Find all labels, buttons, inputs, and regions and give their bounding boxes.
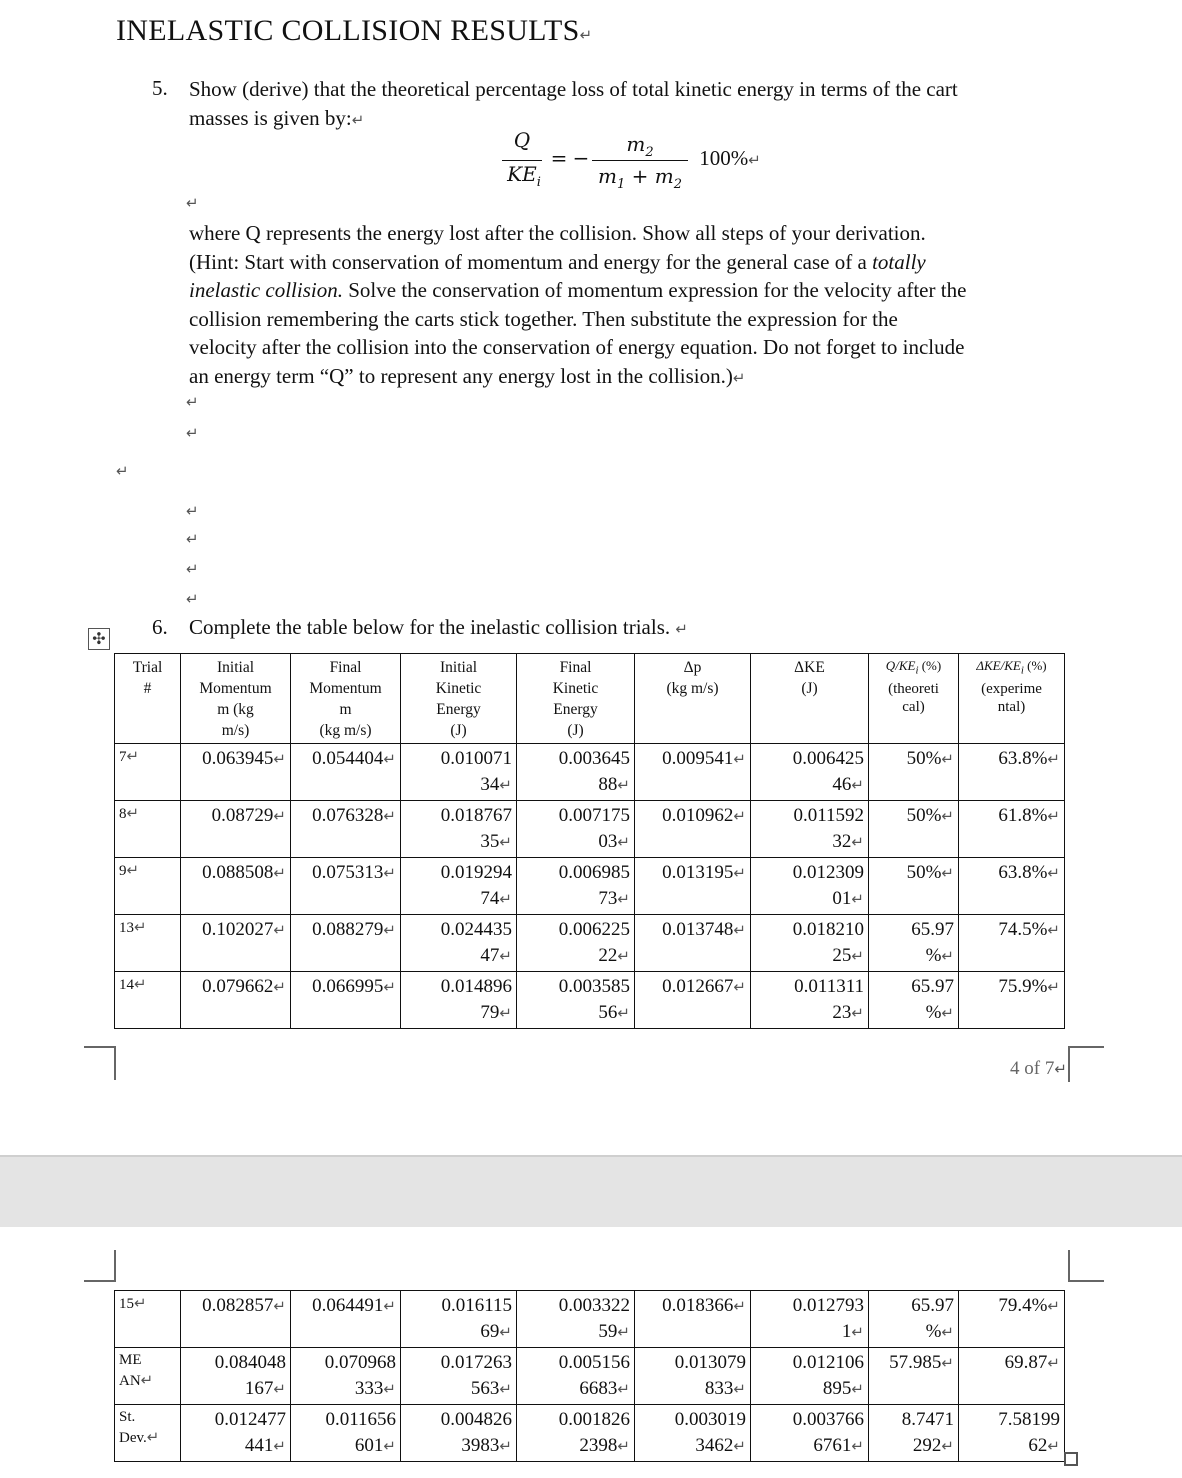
value-cell[interactable]: 0.075313↵	[291, 858, 401, 915]
hint-line-2: (Hint: Start with conservation of momentum and energy for the general case of a totally	[189, 249, 926, 274]
formula-equals: =	[550, 146, 568, 170]
hint-line-6: an energy term “Q” to represent any energy lost in the collision.)↵	[189, 363, 746, 388]
value-cell[interactable]: 65.97 %↵	[869, 915, 959, 972]
header-initial-ke: Initial Kinetic Energy (J)	[401, 654, 517, 744]
table-row	[115, 915, 1065, 972]
inelastic-results-table-continued	[114, 1290, 1065, 1462]
value-cell[interactable]: 0.011311 23↵	[751, 972, 869, 1029]
question-5-line-1: Show (derive) that the theoretical percentage loss of total kinetic energy in terms of the cart	[189, 77, 958, 101]
value-cell[interactable]: 0.003322 59↵	[517, 1291, 635, 1348]
hint-line-1: where Q represents the energy lost after the collision. Show all steps of your derivation.	[189, 221, 926, 245]
value-cell[interactable]: 0.018767 35↵	[401, 801, 517, 858]
energy-loss-formula	[500, 128, 800, 198]
value-cell[interactable]: 0.012309 01↵	[751, 858, 869, 915]
value-cell[interactable]: 0.084048 167↵	[181, 1348, 291, 1405]
value-cell[interactable]: 79.4%↵	[959, 1291, 1065, 1348]
paragraph-mark: ↵	[186, 502, 199, 520]
header-delta-ke: ΔKE (J)	[751, 654, 869, 744]
formula-100-percent: 100%↵	[699, 146, 761, 170]
value-cell[interactable]: 0.018210 25↵	[751, 915, 869, 972]
table-row	[115, 1348, 1065, 1405]
table-resize-handle[interactable]	[1064, 1452, 1078, 1466]
page-corner-mark	[84, 1046, 116, 1080]
value-cell[interactable]: 50%↵	[869, 858, 959, 915]
value-cell[interactable]: 0.018366↵	[635, 1291, 751, 1348]
table-row	[115, 972, 1065, 1029]
trial-cell[interactable]: 7↵	[115, 744, 181, 801]
formula-fraction-line-2	[592, 160, 688, 161]
paragraph-mark: ↵	[116, 462, 129, 480]
value-cell[interactable]: 0.010071 34↵	[401, 744, 517, 801]
value-cell[interactable]: 0.006425 46↵	[751, 744, 869, 801]
value-cell[interactable]: 0.007175 03↵	[517, 801, 635, 858]
table-row	[115, 1291, 1065, 1348]
value-cell[interactable]: 75.9%↵	[959, 972, 1065, 1029]
header-initial-momentum: Initial Momentum m (kg m/s)	[181, 654, 291, 744]
value-cell[interactable]: 0.006985 73↵	[517, 858, 635, 915]
hint-line-5: velocity after the collision into the conservation of energy equation. Do not forget to include	[189, 335, 965, 359]
trial-cell[interactable]: 14↵	[115, 972, 181, 1029]
formula-ke-i: $KE_i$	[507, 162, 541, 190]
value-cell[interactable]: 0.013195↵	[635, 858, 751, 915]
question-5-prompt	[189, 75, 1089, 134]
value-cell[interactable]: 0.003766 6761↵	[751, 1405, 869, 1462]
value-cell[interactable]: 0.013079 833↵	[635, 1348, 751, 1405]
formula-minus: −	[572, 146, 590, 170]
trial-cell[interactable]: 9↵	[115, 858, 181, 915]
value-cell[interactable]: 0.012667↵	[635, 972, 751, 1029]
page-break-gap	[0, 1155, 1182, 1227]
value-cell[interactable]: 65.97 %↵	[869, 1291, 959, 1348]
value-cell[interactable]: 0.005156 6683↵	[517, 1348, 635, 1405]
value-cell[interactable]: 0.010962↵	[635, 801, 751, 858]
value-cell[interactable]: 0.004826 3983↵	[401, 1405, 517, 1462]
value-cell[interactable]: 0.001826 2398↵	[517, 1405, 635, 1462]
value-cell[interactable]: 0.009541↵	[635, 744, 751, 801]
paragraph-mark: ↵	[186, 424, 199, 442]
value-cell[interactable]: 0.088279↵	[291, 915, 401, 972]
trial-cell[interactable]: 15↵	[115, 1291, 181, 1348]
table-row	[115, 858, 1065, 915]
value-cell[interactable]: 0.012477 441↵	[181, 1405, 291, 1462]
hint-line-3: inelastic collision. Solve the conservation of momentum expression for the velocity after the	[189, 278, 967, 302]
value-cell[interactable]: 0.019294 74↵	[401, 858, 517, 915]
value-cell[interactable]: 8.7471 292↵	[869, 1405, 959, 1462]
header-final-momentum: Final Momentum m (kg m/s)	[291, 654, 401, 744]
formula-q: Q	[513, 128, 531, 152]
table-row	[115, 801, 1065, 858]
header-trial: Trial #	[115, 654, 181, 744]
value-cell[interactable]: 0.011656 601↵	[291, 1405, 401, 1462]
trial-cell[interactable]: St. Dev.↵	[115, 1405, 181, 1462]
page-corner-mark	[84, 1046, 114, 1048]
value-cell[interactable]: 50%↵	[869, 801, 959, 858]
value-cell[interactable]: 7.58199 62↵	[959, 1405, 1065, 1462]
trial-cell[interactable]: 8↵	[115, 801, 181, 858]
question-6-prompt: Complete the table below for the inelastic collision trials. ↵	[189, 615, 688, 639]
value-cell[interactable]: 63.8%↵	[959, 744, 1065, 801]
paragraph-mark: ↵	[186, 590, 199, 608]
value-cell[interactable]: 0.014896 79↵	[401, 972, 517, 1029]
table-header-row	[115, 654, 1065, 744]
value-cell[interactable]: 69.87↵	[959, 1348, 1065, 1405]
value-cell[interactable]: 0.08729↵	[181, 801, 291, 858]
value-cell[interactable]: 63.8%↵	[959, 858, 1065, 915]
paragraph-mark: ↵	[186, 560, 199, 578]
question-5-hint	[189, 219, 1089, 392]
paragraph-mark: ↵	[186, 194, 199, 212]
question-6-number: 6.	[152, 615, 168, 639]
value-cell[interactable]: 0.003645 88↵	[517, 744, 635, 801]
value-cell[interactable]: 0.003019 3462↵	[635, 1405, 751, 1462]
formula-m1-plus-m2: $m_1 + m_2$	[598, 164, 682, 192]
value-cell[interactable]: 0.070968 333↵	[291, 1348, 401, 1405]
page-number: 4 of 7↵	[1010, 1058, 1067, 1079]
header-final-ke: Final Kinetic Energy (J)	[517, 654, 635, 744]
table-row	[115, 744, 1065, 801]
formula-m2: $m_2$	[626, 132, 654, 160]
page-corner-mark	[84, 1250, 116, 1282]
formula-fraction-line	[502, 160, 542, 161]
header-delta-p: Δp (kg m/s)	[635, 654, 751, 744]
value-cell[interactable]: 0.054404↵	[291, 744, 401, 801]
page-title: INELASTIC COLLISION RESULTS↵	[116, 14, 593, 47]
page-corner-mark	[1068, 1250, 1104, 1282]
value-cell[interactable]: 0.024435 47↵	[401, 915, 517, 972]
trial-cell[interactable]: 13↵	[115, 915, 181, 972]
value-cell[interactable]: 0.013748↵	[635, 915, 751, 972]
value-cell[interactable]: 0.006225 22↵	[517, 915, 635, 972]
inelastic-results-table	[114, 653, 1065, 1029]
value-cell[interactable]: 50%↵	[869, 744, 959, 801]
page-corner-mark	[1068, 1046, 1104, 1082]
value-cell[interactable]: 0.102027↵	[181, 915, 291, 972]
value-cell[interactable]: 0.066995↵	[291, 972, 401, 1029]
value-cell[interactable]: 0.076328↵	[291, 801, 401, 858]
value-cell[interactable]: 0.016115 69↵	[401, 1291, 517, 1348]
value-cell[interactable]: 61.8%↵	[959, 801, 1065, 858]
header-experimental: ΔKE/$KE_i$ (%) (experime ntal)	[959, 654, 1065, 744]
paragraph-mark: ↵	[186, 530, 199, 548]
hint-line-4: collision remembering the carts stick together. Then substitute the expression for the	[189, 306, 898, 331]
value-cell[interactable]: 65.97 %↵	[869, 972, 959, 1029]
question-5-number: 5.	[152, 76, 168, 100]
paragraph-mark: ↵	[186, 393, 199, 411]
question-5-line-2: masses is given by:↵	[189, 105, 365, 130]
value-cell[interactable]: 0.064491↵	[291, 1291, 401, 1348]
value-cell[interactable]: 0.017263 563↵	[401, 1348, 517, 1405]
value-cell[interactable]: 0.003585 56↵	[517, 972, 635, 1029]
value-cell[interactable]: 0.079662↵	[181, 972, 291, 1029]
header-theoretical: $Q/KE_i$ (%) (theoreti cal)	[869, 654, 959, 744]
value-cell[interactable]: 0.012106 895↵	[751, 1348, 869, 1405]
value-cell[interactable]: 74.5%↵	[959, 915, 1065, 972]
value-cell[interactable]: 0.011592 32↵	[751, 801, 869, 858]
value-cell[interactable]: 0.082857↵	[181, 1291, 291, 1348]
value-cell[interactable]: 0.063945↵	[181, 744, 291, 801]
value-cell[interactable]: 0.012793 1↵	[751, 1291, 869, 1348]
table-move-handle-icon[interactable]: ✣	[88, 628, 110, 650]
value-cell[interactable]: 57.985↵	[869, 1348, 959, 1405]
trial-cell[interactable]: ME AN↵	[115, 1348, 181, 1405]
table-row	[115, 1405, 1065, 1462]
value-cell[interactable]: 0.088508↵	[181, 858, 291, 915]
